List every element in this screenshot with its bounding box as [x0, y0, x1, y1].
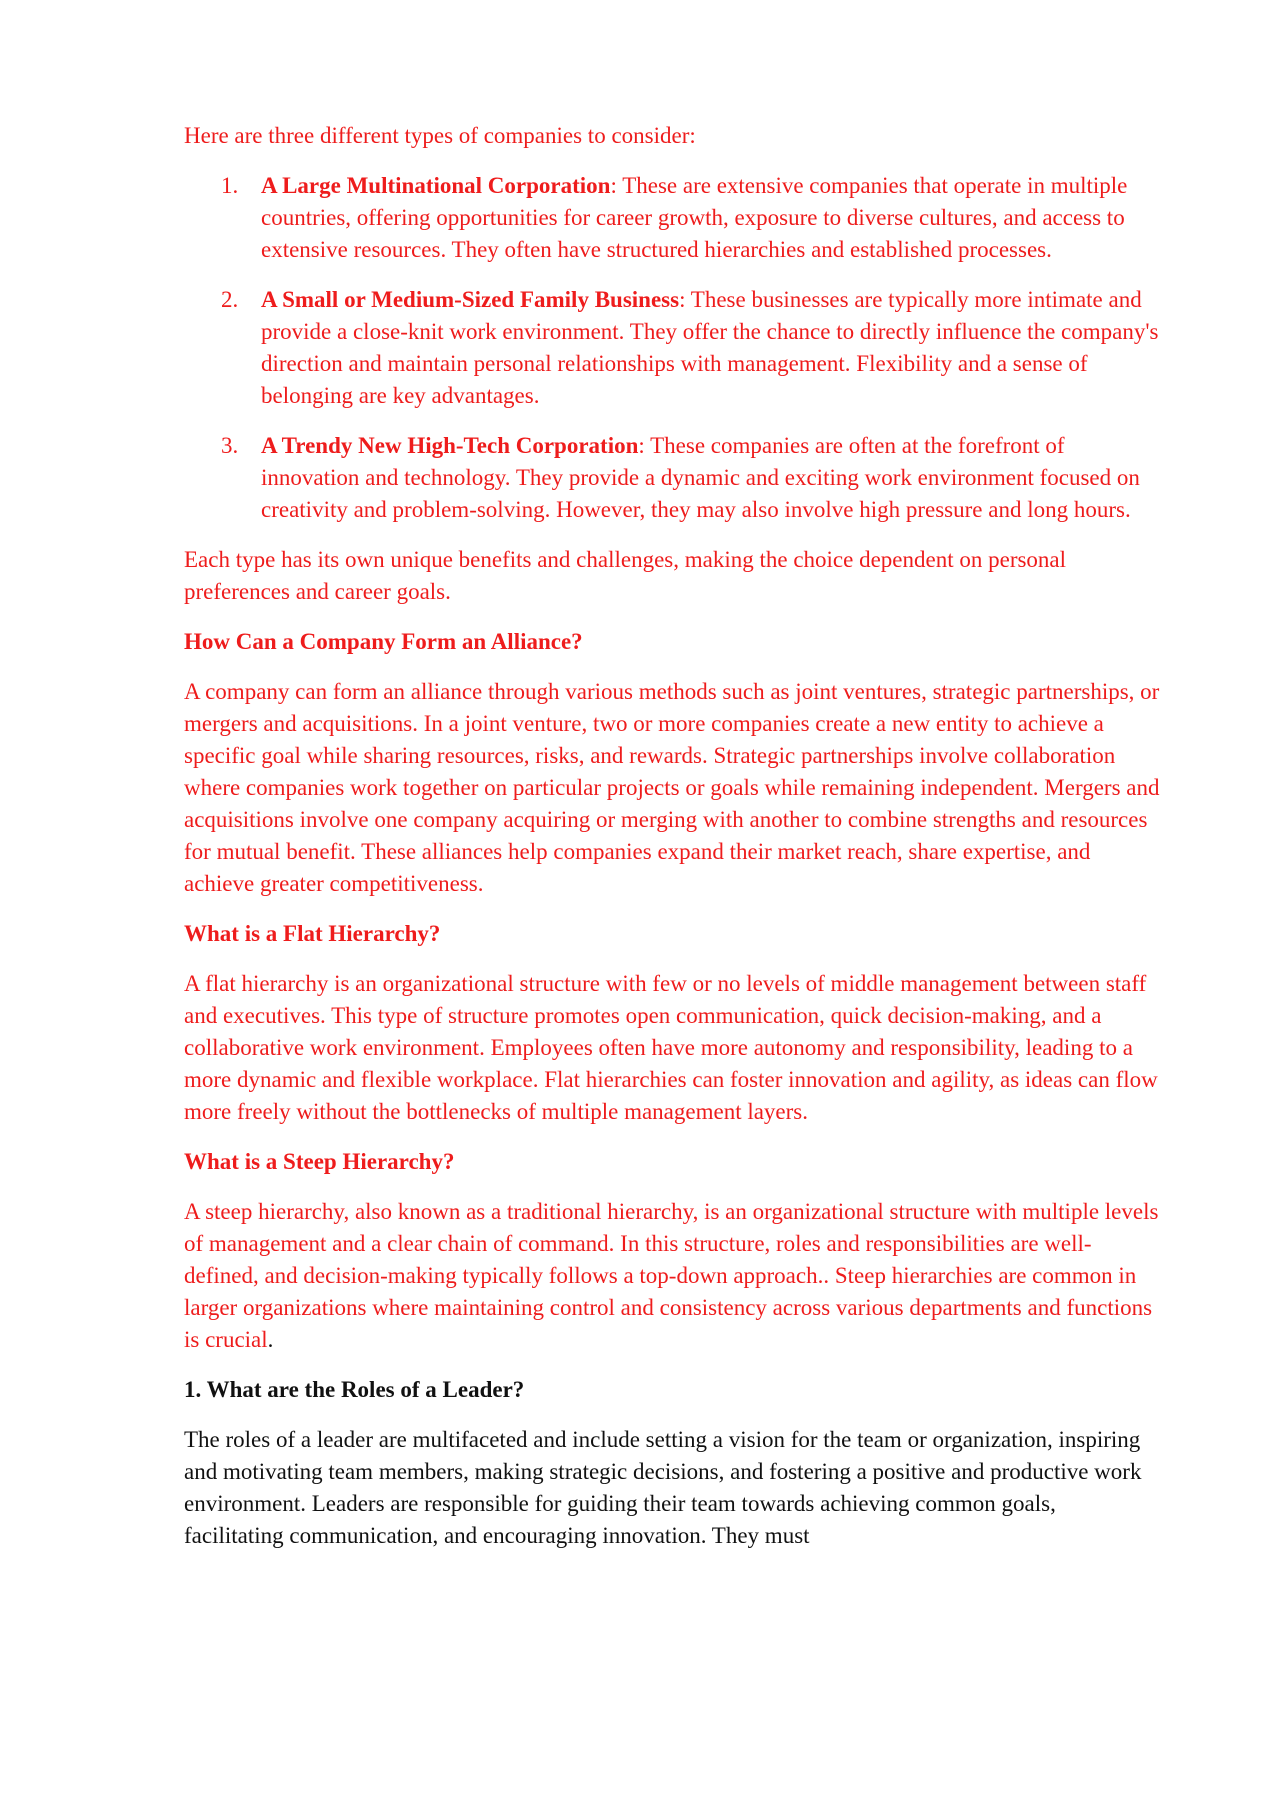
list-item — [184, 170, 1160, 266]
flat-hierarchy-paragraph: A flat hierarchy is an organizational structure with few or no levels of middle management between staff and executives. This type of structure promotes open communication, quick decision-making, and a collaborative work environment. Employees often have more autonomy and responsibility, leading to a more dynamic and flexible workplace. Flat hierarchies can foster innovation and agility, as ideas can flow more freely without the bottlenecks of multiple management layers. — [184, 971, 1158, 1124]
steep-hierarchy-period: . — [267, 1327, 274, 1352]
leader-roles-paragraph: The roles of a leader are multifaceted and include setting a vision for the team or organization, inspiring and motivating team members, making strategic decisions, and fostering a positive and productive work environment. Leaders are responsible for guiding their team towards achieving common goals, facilitating communication, and encouraging innovation. They must — [184, 1427, 1142, 1548]
list-number: 1. — [221, 173, 239, 198]
list-item — [184, 284, 1160, 412]
leader-roles-heading: 1. What are the Roles of a Leader? — [184, 1377, 525, 1402]
list-number: 2. — [221, 287, 239, 312]
list-item-title: A Large Multinational Corporation — [261, 173, 611, 198]
alliance-heading: How Can a Company Form an Alliance? — [184, 629, 583, 654]
alliance-paragraph: A company can form an alliance through various methods such as joint ventures, strategic partnerships, or mergers and acquisitions. In a joint venture, two or more companies create a new entity to achieve a specific goal while sharing resources, risks, and rewards. Strategic partnerships involve collaboration where companies work together on particular projects or goals while remaining independent. Mergers and acquisitions involve one company acquiring or merging with another to combine strengths and resources for mutual benefit. These alliances help companies expand their market reach, share expertise, and achieve greater competitiveness. — [184, 679, 1160, 896]
list-item-text: : These companies are often at the forefront of innovation and technology. They provide a dynamic and exciting work environment focused on creativity and problem-solving. However, they may also involve high pressure and long hours. — [261, 433, 1140, 522]
steep-hierarchy-heading: What is a Steep Hierarchy? — [184, 1149, 455, 1174]
list-item-title: A Trendy New High-Tech Corporation — [261, 433, 639, 458]
list-item-title: A Small or Medium-Sized Family Business — [261, 287, 680, 312]
steep-hierarchy-paragraph — [184, 1196, 1160, 1356]
list-item — [184, 430, 1160, 526]
summary-paragraph: Each type has its own unique benefits and challenges, making the choice dependent on personal preferences and career goals. — [184, 547, 1067, 604]
flat-hierarchy-heading: What is a Flat Hierarchy? — [184, 921, 441, 946]
intro-paragraph: Here are three different types of companies to consider: — [184, 123, 696, 148]
list-item-text: : These are extensive companies that operate in multiple countries, offering opportunities for career growth, exposure to diverse cultures, and access to extensive resources. They often have structured hierarchies and established processes. — [261, 173, 1128, 262]
steep-hierarchy-text: A steep hierarchy, also known as a traditional hierarchy, is an organizational structure with multiple levels of management and a clear chain of command. In this structure, roles and responsibilities are well-defined, and decision-making typically follows a top-down approach.. Steep hierarchies are common in larger organizations where maintaining control and consistency across various departments and functions is crucial — [184, 1199, 1159, 1352]
list-number: 3. — [221, 433, 239, 458]
list-item-text: : These businesses are typically more intimate and provide a close-knit work environment. They offer the chance to directly influence the company's direction and maintain personal relationships with management. Flexibility and a sense of belonging are key advantages. — [261, 287, 1159, 408]
company-types-list — [184, 170, 1160, 526]
